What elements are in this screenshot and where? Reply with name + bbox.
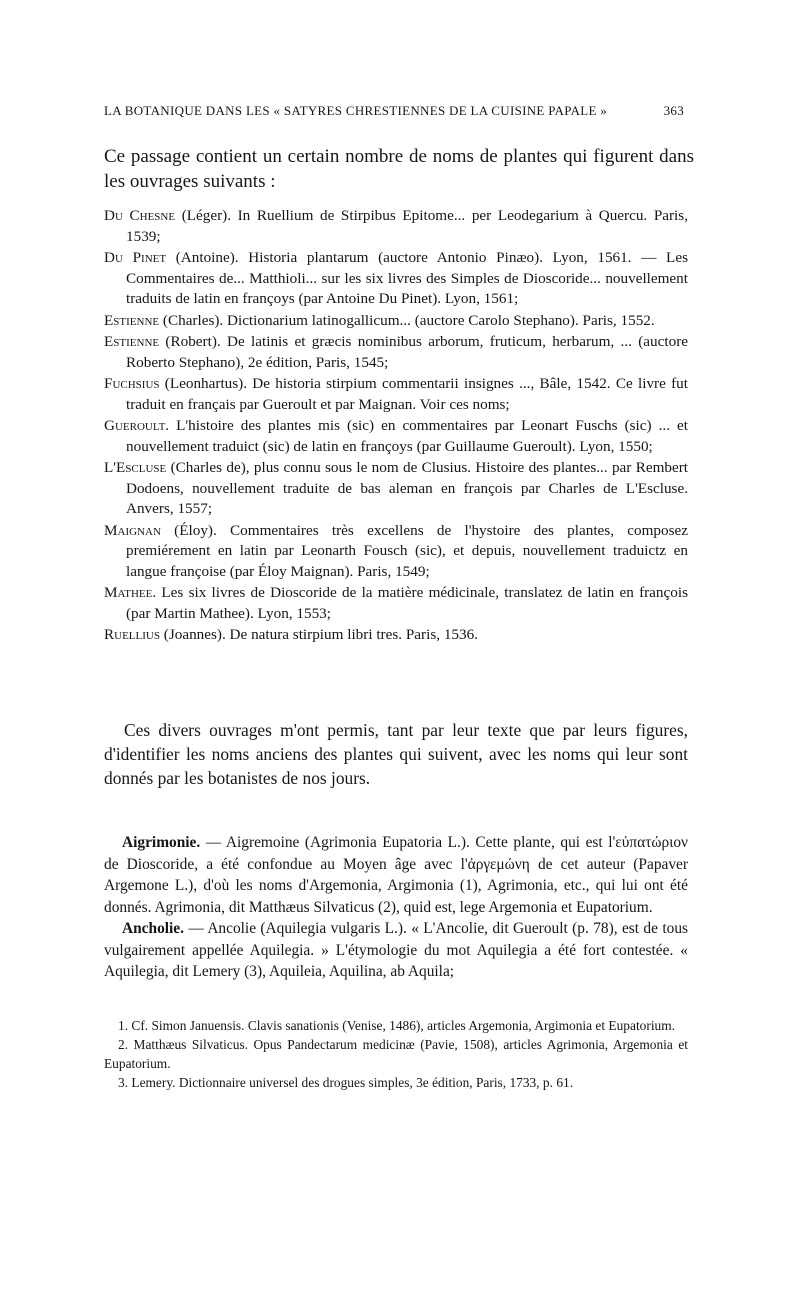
entry-author: Fuchsius: [104, 375, 160, 392]
entry-text: (Charles de), plus connu sous le nom de Clusius. Histoire des plantes... par Rembert Dodoens, nouvellement traduite de bas aleman en françois par Charles de L'Escluse. Anvers, 1557;: [126, 459, 688, 517]
entry-text: (Antoine). Historia plantarum (auctore Antonio Pinæo). Lyon, 1561. — Les Commentaires de... Matthioli... sur les six livres des Simples de Dioscoride... nouvellement traduits de latin en françoys (par Antoine Du Pinet). Lyon, 1561;: [126, 249, 688, 307]
bibliography-entry: [104, 206, 688, 247]
bibliography-list: [104, 206, 688, 647]
bibliography-entry: [104, 583, 688, 624]
entry-text: (Joannes). De natura stirpium libri tres. Paris, 1536.: [159, 626, 479, 643]
running-header: [104, 103, 684, 119]
entry-author: Gueroult: [104, 417, 166, 434]
bibliography-entry: [104, 248, 688, 310]
running-title: LA BOTANIQUE DANS LES « SATYRES CHRESTIENNES DE LA CUISINE PAPALE »: [104, 103, 608, 118]
entry-author: Estienne: [104, 333, 160, 350]
entry-text: . L'histoire des plantes mis (sic) en commentaires par Leonart Fuschs (sic) ... et nouvellement traduict (sic) de latin en françoys (par Guillaume Gueroult). Lyon, 1550;: [126, 417, 688, 455]
plant-heading: Aigrimonie.: [122, 834, 201, 851]
plant-text: — Ancolie (Aquilegia vulgaris L.). « L'Ancolie, dit Gueroult (p. 78), est de tous vulgairement appellée Aquilegia. » L'étymologie du mot Aquilegia a été fort contestée. « Aquilegia, dit Lemery (3), Aquileia, Aquilina, ab Aquila;: [104, 920, 688, 980]
footnote: 2. Matthæus Silvaticus. Opus Pandectarum medicinæ (Pavie, 1508), articles Agrimonia, Argemonia et Eupatorium.: [104, 1037, 688, 1071]
plant-entries: [104, 832, 688, 983]
entry-author: Estienne: [104, 311, 160, 329]
entry-text: . Les six livres de Dioscoride de la matière médicinale, translatez de latin en françois (par Martin Mathee). Lyon, 1553;: [126, 584, 688, 622]
entry-text: (Léger). In Ruellium de Stirpibus Epitome... per Leodegarium à Quercu. Paris, 1539;: [126, 207, 688, 245]
entry-text: (Éloy). Commentaires très excellens de l'hystoire des plantes, composez premiérement en latin par Leonarth Fousch (sic), et depuis, nouvellement traduictz en langue françoise (par Éloy Maignan). Paris, 1549;: [126, 521, 688, 580]
entry-text: (Robert). De latinis et græcis nominibus arborum, fruticum, herbarum, ... (auctore Roberto Stephano), 2e édition, Paris, 1545;: [126, 333, 688, 371]
entry-text: (Charles). Dictionarium latinogallicum... (auctore Carolo Stephano). Paris, 1552.: [159, 311, 655, 329]
entry-author: L'Escluse: [104, 459, 167, 476]
intro-paragraph: Ce passage contient un certain nombre de noms de plantes qui figurent dans les ouvrages suivants :: [104, 146, 694, 192]
page-number: 363: [663, 103, 684, 118]
bibliography-entry: [104, 625, 688, 646]
footnote: 3. Lemery. Dictionnaire universel des drogues simples, 3e édition, Paris, 1733, p. 61.: [118, 1075, 574, 1090]
entry-text: (Leonhartus). De historia stirpium commentarii insignes ..., Bâle, 1542. Ce livre fut traduit en français par Gueroult et par Maignan. Voir ces noms;: [126, 375, 688, 413]
plant-text: — Aigremoine (Agrimonia Eupatoria L.). Cette plante, qui est l'εὐπατώριον de Dioscoride, a été confondue au Moyen âge avec l'ἀργεμώνη de cet auteur (Papaver Argemone L.), d'où les noms d'Argemonia, Argimonia (1), Agrimonia, etc., qui lui ont été donnés. Agrimonia, dit Matthæus Silvaticus (2), quid est, lege Argemonia et Eupatorium.: [104, 834, 688, 916]
entry-author: Ruellius: [104, 626, 160, 643]
bibliography-entry: [104, 416, 688, 457]
entry-author: Du Pinet: [104, 249, 167, 266]
body-paragraph: Ces divers ouvrages m'ont permis, tant par leur texte que par leurs figures, d'identifier les noms anciens des plantes qui suivent, avec les noms qui leur sont donnés par les botanistes de nos jours.: [104, 720, 688, 788]
bibliography-entry: [104, 458, 688, 520]
entry-author: Du Chesne: [104, 207, 176, 224]
bibliography-entry: [104, 374, 688, 415]
footnote: 1. Cf. Simon Januensis. Clavis sanationis (Venise, 1486), articles Argemonia, Argimonia et Eupatorium.: [118, 1018, 676, 1033]
bibliography-entry: [104, 311, 688, 332]
bibliography-entry: [104, 332, 688, 373]
bibliography-entry: [104, 521, 688, 583]
plant-heading: Ancholie.: [122, 920, 184, 937]
plant-entry: [104, 918, 688, 983]
plant-entry: [104, 832, 688, 918]
footnotes: [104, 1016, 688, 1092]
entry-author: Mathee: [104, 584, 153, 601]
entry-author: Maignan: [104, 521, 161, 539]
